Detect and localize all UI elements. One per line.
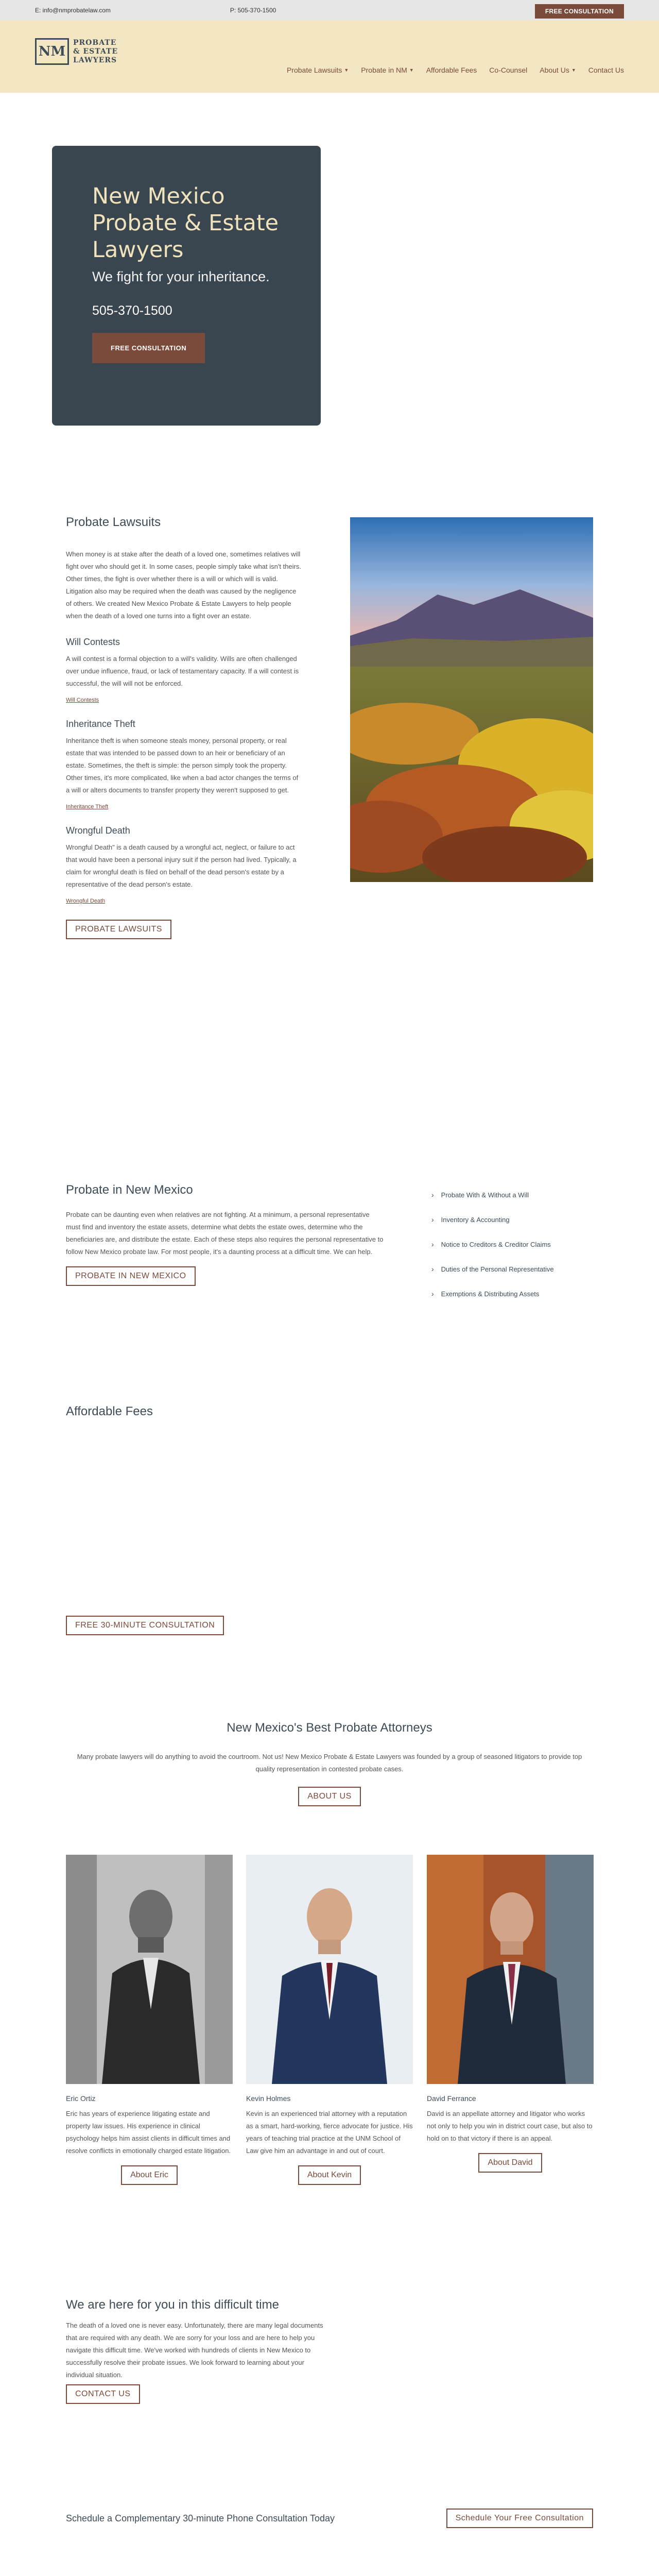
section-title: Affordable Fees bbox=[66, 1404, 153, 1418]
logo-line-3: LAWYERS bbox=[73, 56, 117, 64]
chevron-right-icon: › bbox=[431, 1290, 434, 1298]
attorney-name: David Ferrance bbox=[427, 2094, 476, 2103]
item-text: A will contest is a formal objection to a will's validity. Wills are often challenged over undue influence, fraud, or lack of testamentary capacity. If a will contest is successful, the will will not be enforced. bbox=[66, 655, 299, 687]
section-title: We are here for you in this difficult time bbox=[66, 2298, 279, 2312]
best-attorneys-section bbox=[0, 1721, 659, 1806]
probate-in-nm-section bbox=[66, 1183, 385, 1286]
about-us-button[interactable]: ABOUT US bbox=[298, 1787, 361, 1806]
topbar-free-consultation-button[interactable]: FREE CONSULTATION bbox=[535, 4, 624, 19]
probate-topics-list bbox=[431, 1182, 606, 1306]
attorney-photo-eric bbox=[66, 1855, 233, 2084]
attorney-photo-kevin bbox=[246, 1855, 413, 2084]
attorney-bio: Eric has years of experience litigating estate and property law issues. His experience in clinical psychology helps him assist clients in difficult times and resolve conflicts in emotionally charged estate litigation. bbox=[66, 2110, 231, 2155]
hero-title: New Mexico Probate & Estate Lawyers bbox=[92, 183, 279, 263]
item-title: Wrongful Death bbox=[66, 825, 130, 836]
item-text: Wrongful Death" is a death caused by a wrongful act, neglect, or failure to act that would have been a personal injury suit if the person had lived. Typically, a claim for wrongful death is filed on behalf of the dead person's estate by a representative of the dead person's estate. bbox=[66, 843, 297, 888]
nav-probate-in-nm[interactable]: Probate in NM ▼ bbox=[361, 66, 414, 74]
chevron-down-icon: ▼ bbox=[571, 67, 576, 73]
schedule-free-consultation-button[interactable]: Schedule Your Free Consultation bbox=[446, 2509, 593, 2528]
nav-about-us[interactable]: About Us ▼ bbox=[540, 66, 576, 74]
list-item[interactable]: › Probate With & Without a Will bbox=[431, 1191, 529, 1199]
logo-text bbox=[73, 39, 118, 65]
logo-line-1: PROBATE bbox=[73, 38, 117, 47]
section-text: Probate can be daunting even when relatives are not fighting. At a minimum, a personal representative must find and inventory the estate assets, determine what debts the estate owes, determine who the beneficiaries are, and distribute the estate. Each of these steps also requires the personal representative to follow New Mexico probate law. For most people, it's a daunting process at a difficult time. We can help. bbox=[66, 1211, 384, 1256]
about-david-button[interactable]: About David bbox=[478, 2153, 542, 2173]
list-item[interactable]: › Inventory & Accounting bbox=[431, 1215, 510, 1224]
attorney-name: Eric Ortiz bbox=[66, 2094, 96, 2103]
site-header bbox=[0, 21, 659, 93]
section-title: New Mexico's Best Probate Attorneys bbox=[227, 1721, 432, 1735]
wrongful-death-link[interactable]: Wrongful Death bbox=[66, 898, 106, 904]
attorney-card-eric bbox=[66, 1855, 233, 2185]
topbar-phone[interactable]: P: 505-370-1500 bbox=[230, 7, 276, 14]
inheritance-theft-link[interactable]: Inheritance Theft bbox=[66, 804, 109, 810]
chevron-right-icon: › bbox=[431, 1265, 434, 1273]
free-30-minute-consultation-button[interactable]: FREE 30-MINUTE CONSULTATION bbox=[66, 1616, 224, 1635]
contact-us-button[interactable]: CONTACT US bbox=[66, 2384, 140, 2404]
item-title: Inheritance Theft bbox=[66, 719, 135, 729]
section-text: The death of a loved one is never easy. Unfortunately, there are many legal documents that are required with any death. We are sorry for your loss and are here to help you navigate this difficult time. We've worked with hundreds of clients in New Mexico to successfully resolve their probate issues. We look forward to learning about your individual situation. bbox=[66, 2321, 323, 2379]
attorney-bio: David is an appellate attorney and litigator who works not only to help you win in district court case, but also to hold on to that victory if there is an appeal. bbox=[427, 2110, 593, 2142]
hero-card bbox=[52, 146, 321, 426]
probate-in-new-mexico-button[interactable]: PROBATE IN NEW MEXICO bbox=[66, 1266, 196, 1286]
main-nav bbox=[287, 66, 624, 74]
will-contests-link[interactable]: Will Contests bbox=[66, 697, 99, 703]
hero-phone[interactable]: 505-370-1500 bbox=[92, 303, 172, 318]
attorney-bio: Kevin is an experienced trial attorney with a reputation as a smart, hard-working, fierce advocate for justice. His years of teaching trial practice at the UNM School of Law give him an advantage in and out of court. bbox=[246, 2110, 413, 2155]
logo-mark: NM bbox=[35, 38, 69, 65]
site-logo[interactable] bbox=[35, 34, 124, 69]
nav-affordable-fees[interactable]: Affordable Fees bbox=[426, 66, 477, 74]
item-title: Will Contests bbox=[66, 637, 120, 647]
attorney-card-david bbox=[427, 1855, 594, 2173]
here-for-you-section bbox=[66, 2298, 334, 2404]
about-kevin-button[interactable]: About Kevin bbox=[298, 2165, 361, 2185]
chevron-down-icon: ▼ bbox=[409, 67, 414, 73]
top-bar bbox=[0, 0, 659, 21]
nav-contact-us[interactable]: Contact Us bbox=[588, 66, 624, 74]
schedule-cta-bar bbox=[66, 2504, 593, 2533]
landscape-photo bbox=[350, 517, 593, 882]
section-title: Probate in New Mexico bbox=[66, 1183, 193, 1197]
about-eric-button[interactable]: About Eric bbox=[121, 2165, 178, 2185]
section-title: Probate Lawsuits bbox=[66, 515, 161, 529]
probate-lawsuits-button[interactable]: PROBATE LAWSUITS bbox=[66, 920, 171, 939]
affordable-fees-section bbox=[66, 1404, 153, 1419]
attorney-photo-david bbox=[427, 1855, 594, 2084]
probate-lawsuits-section bbox=[66, 515, 303, 939]
item-text: Inheritance theft is when someone steals money, personal property, or real estate that was intended to be passed down to an heir or beneficiary of an estate. Sometimes, the theft is simple: the person simply took the property. Other times, it's more complicated, like when a bad actor changes the terms of a will or alters documents to transfer property they weren't supposed to get. bbox=[66, 737, 299, 794]
attorney-name: Kevin Holmes bbox=[246, 2094, 291, 2103]
attorney-card-kevin bbox=[246, 1855, 413, 2185]
topbar-email[interactable]: E: info@nmprobatelaw.com bbox=[35, 7, 111, 14]
nav-probate-lawsuits[interactable]: Probate Lawsuits ▼ bbox=[286, 66, 349, 74]
list-item[interactable]: › Duties of the Personal Representative bbox=[431, 1265, 554, 1273]
list-item[interactable]: › Exemptions & Distributing Assets bbox=[431, 1290, 540, 1298]
logo-line-2: & ESTATE bbox=[73, 47, 118, 56]
chevron-right-icon: › bbox=[431, 1191, 434, 1199]
list-item[interactable]: › Notice to Creditors & Creditor Claims bbox=[431, 1240, 551, 1248]
cta-text: Schedule a Complementary 30-minute Phone Consultation Today bbox=[66, 2513, 335, 2523]
section-text: Many probate lawyers will do anything to avoid the courtroom. Not us! New Mexico Probate & Estate Lawyers was founded by a group of seasoned litigators to provide top quality representation in contested probate cases. bbox=[77, 1753, 582, 1773]
chevron-down-icon: ▼ bbox=[344, 67, 349, 73]
hero-free-consultation-button[interactable]: FREE CONSULTATION bbox=[92, 333, 205, 363]
section-intro: When money is at stake after the death of a loved one, sometimes relatives will fight over who should get it. In some cases, people simply take what isn't theirs. Other times, the fight is over whether there is a will or which will is valid. Litigation also may be required when the death was caused by the negligence of others. We created New Mexico Probate & Estate Lawyers to help people when the death of a loved one turns into a fight over an estate. bbox=[66, 550, 301, 620]
nav-co-counsel[interactable]: Co-Counsel bbox=[489, 66, 528, 74]
hero-subtitle: We fight for your inheritance. bbox=[92, 269, 270, 284]
chevron-right-icon: › bbox=[431, 1240, 434, 1248]
chevron-right-icon: › bbox=[431, 1215, 434, 1224]
